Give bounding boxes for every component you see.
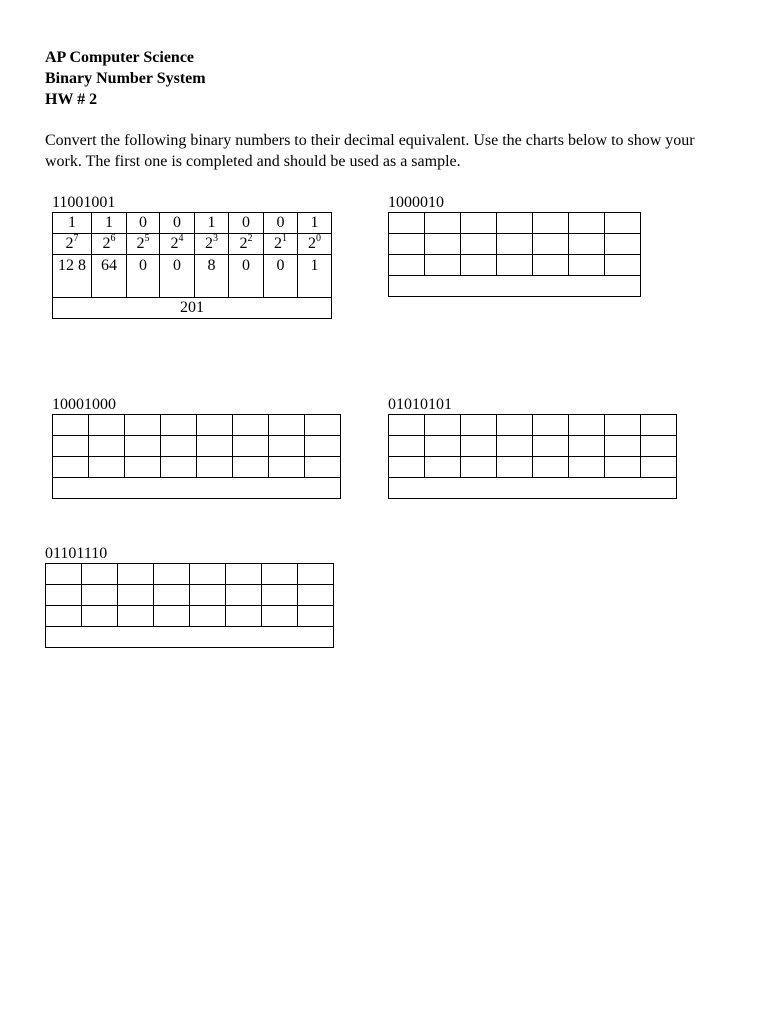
blank-row [53, 436, 341, 457]
blank-cell[interactable] [118, 606, 154, 627]
blank-cell[interactable] [269, 457, 305, 478]
blank-cell[interactable] [569, 415, 605, 436]
problem-conversion-table [45, 563, 334, 648]
blank-cell[interactable] [533, 436, 569, 457]
blank-cell[interactable] [605, 457, 641, 478]
blank-cell[interactable] [298, 585, 334, 606]
blank-cell[interactable] [53, 457, 89, 478]
blank-cell[interactable] [89, 415, 125, 436]
blank-cell[interactable] [605, 415, 641, 436]
blank-cell[interactable] [226, 606, 262, 627]
blank-cell[interactable] [425, 457, 461, 478]
blank-cell[interactable] [161, 457, 197, 478]
blank-row [46, 606, 334, 627]
total-cell[interactable] [389, 478, 677, 499]
blank-cell[interactable] [497, 457, 533, 478]
problem-conversion-table [388, 414, 677, 499]
blank-row [46, 585, 334, 606]
blank-row [53, 415, 341, 436]
power-exponent: 2 [247, 233, 253, 244]
blank-cell[interactable] [641, 457, 677, 478]
value-cell: 0 [160, 255, 195, 298]
problem-3 [388, 396, 677, 499]
power-cell [92, 234, 127, 255]
power-cell [53, 234, 92, 255]
sample-binary-label: 11001001 [52, 194, 116, 211]
total-cell[interactable] [389, 276, 641, 297]
blank-row [389, 457, 677, 478]
blank-cell[interactable] [197, 436, 233, 457]
power-base: 2 [102, 235, 111, 252]
blank-cell[interactable] [305, 436, 341, 457]
problem-binary-label: 01101110 [45, 545, 108, 562]
assignment-title: HW # 2 [45, 91, 98, 108]
blank-cell[interactable] [497, 436, 533, 457]
blank-table [388, 414, 677, 499]
blank-cell[interactable] [46, 564, 82, 585]
value-cell: 0 [229, 255, 264, 298]
blank-cell[interactable] [425, 213, 461, 234]
blank-cell[interactable] [389, 457, 425, 478]
blank-cell[interactable] [533, 234, 569, 255]
power-base: 2 [308, 235, 316, 252]
bit-cell: 1 [53, 213, 92, 234]
problem-binary-label: 10001000 [52, 396, 116, 413]
blank-cell[interactable] [89, 436, 125, 457]
blank-cell[interactable] [118, 585, 154, 606]
power-exponent: 3 [213, 233, 218, 244]
blank-cell[interactable] [389, 436, 425, 457]
blank-cell[interactable] [226, 585, 262, 606]
power-base: 2 [170, 235, 179, 252]
blank-cell[interactable] [389, 213, 425, 234]
blank-cell[interactable] [190, 606, 226, 627]
blank-cell[interactable] [533, 415, 569, 436]
power-exponent: 6 [110, 233, 116, 244]
blank-cell[interactable] [533, 255, 569, 276]
power-exponent: 1 [282, 233, 287, 244]
blank-cell[interactable] [461, 255, 497, 276]
blank-cell[interactable] [89, 457, 125, 478]
blank-cell[interactable] [233, 457, 269, 478]
blank-cell[interactable] [118, 564, 154, 585]
power-cell [298, 234, 332, 255]
blank-cell[interactable] [154, 585, 190, 606]
problem-conversion-table [52, 414, 341, 499]
bit-cell: 1 [195, 213, 229, 234]
power-cell [160, 234, 195, 255]
power-cell [264, 234, 298, 255]
blank-cell[interactable] [569, 213, 605, 234]
blank-cell[interactable] [461, 415, 497, 436]
blank-cell[interactable] [125, 436, 161, 457]
problem-binary-label: 01010101 [388, 396, 452, 413]
blank-cell[interactable] [569, 436, 605, 457]
total-row [53, 478, 341, 499]
blank-cell[interactable] [425, 255, 461, 276]
blank-cell[interactable] [305, 415, 341, 436]
blank-cell[interactable] [269, 436, 305, 457]
problem-4 [45, 545, 334, 648]
bit-cell: 0 [160, 213, 195, 234]
blank-cell[interactable] [262, 585, 298, 606]
blank-cell[interactable] [425, 415, 461, 436]
blank-cell[interactable] [389, 255, 425, 276]
blank-cell[interactable] [569, 255, 605, 276]
blank-cell[interactable] [641, 415, 677, 436]
blank-cell[interactable] [190, 564, 226, 585]
total-cell[interactable] [53, 478, 341, 499]
blank-row [389, 415, 677, 436]
bit-cell: 0 [264, 213, 298, 234]
power-base: 2 [205, 235, 213, 252]
blank-cell[interactable] [233, 415, 269, 436]
power-exponent: 7 [73, 233, 79, 244]
problem-binary-label: 1000010 [388, 194, 444, 211]
total-row [53, 298, 332, 319]
total-row [389, 478, 677, 499]
value-cell: 0 [127, 255, 160, 298]
blank-cell[interactable] [497, 213, 533, 234]
course-title: AP Computer Science [45, 49, 195, 66]
power-cell [229, 234, 264, 255]
blank-cell[interactable] [605, 255, 641, 276]
blank-cell[interactable] [46, 585, 82, 606]
values-row [53, 255, 332, 298]
power-base: 2 [65, 235, 74, 252]
value-cell: 64 [92, 255, 127, 298]
instructions-text: Convert the following binary numbers to their decimal equivalent. Use the charts below to show your work. The first one is completed and should be used as a sample. [45, 132, 695, 170]
total-cell[interactable] [46, 627, 334, 648]
blank-cell[interactable] [641, 436, 677, 457]
blank-row [389, 255, 641, 276]
blank-table [388, 212, 641, 297]
value-cell: 0 [264, 255, 298, 298]
blank-cell[interactable] [154, 564, 190, 585]
blank-cell[interactable] [461, 457, 497, 478]
blank-cell[interactable] [197, 415, 233, 436]
blank-cell[interactable] [497, 255, 533, 276]
value-cell: 1 [298, 255, 332, 298]
blank-cell[interactable] [605, 234, 641, 255]
blank-cell[interactable] [569, 234, 605, 255]
worksheet-header [45, 47, 206, 110]
blank-cell[interactable] [125, 415, 161, 436]
blank-cell[interactable] [533, 457, 569, 478]
blank-cell[interactable] [389, 415, 425, 436]
blank-row [53, 457, 341, 478]
power-exponent: 5 [144, 233, 150, 244]
blank-cell[interactable] [298, 606, 334, 627]
bit-cell: 0 [229, 213, 264, 234]
blank-cell[interactable] [461, 213, 497, 234]
power-base: 2 [136, 235, 145, 252]
power-cell [127, 234, 160, 255]
blank-cell[interactable] [262, 606, 298, 627]
blank-cell[interactable] [533, 213, 569, 234]
blank-cell[interactable] [497, 415, 533, 436]
blank-cell[interactable] [82, 606, 118, 627]
power-exponent: 0 [316, 233, 321, 244]
bit-cell: 0 [127, 213, 160, 234]
topic-title: Binary Number System [45, 70, 206, 87]
blank-cell[interactable] [154, 606, 190, 627]
blank-row [389, 234, 641, 255]
blank-cell[interactable] [269, 415, 305, 436]
sample-conversion-table [52, 212, 332, 319]
problem-1 [388, 194, 641, 297]
power-cell [195, 234, 229, 255]
blank-cell[interactable] [226, 564, 262, 585]
blank-cell[interactable] [425, 234, 461, 255]
blank-cell[interactable] [53, 415, 89, 436]
blank-cell[interactable] [53, 436, 89, 457]
blank-cell[interactable] [605, 436, 641, 457]
problem-conversion-table [388, 212, 641, 297]
blank-cell[interactable] [605, 213, 641, 234]
blank-cell[interactable] [569, 457, 605, 478]
problem-2 [52, 396, 341, 499]
blank-cell[interactable] [197, 457, 233, 478]
blank-row [389, 436, 677, 457]
blank-cell[interactable] [82, 564, 118, 585]
powers-row [53, 234, 332, 255]
blank-cell[interactable] [389, 234, 425, 255]
blank-cell[interactable] [298, 564, 334, 585]
sample-problem [52, 194, 332, 319]
power-base: 2 [274, 235, 282, 252]
blank-cell[interactable] [497, 234, 533, 255]
blank-cell[interactable] [461, 234, 497, 255]
value-cell: 8 [195, 255, 229, 298]
bit-cell: 1 [92, 213, 127, 234]
blank-cell[interactable] [82, 585, 118, 606]
blank-cell[interactable] [305, 457, 341, 478]
blank-cell[interactable] [125, 457, 161, 478]
power-base: 2 [239, 235, 248, 252]
value-cell: 12 8 [53, 255, 92, 298]
blank-cell[interactable] [190, 585, 226, 606]
total-row [389, 276, 641, 297]
blank-cell[interactable] [425, 436, 461, 457]
blank-row [46, 564, 334, 585]
bits-row [53, 213, 332, 234]
bit-cell: 1 [298, 213, 332, 234]
blank-table [45, 563, 334, 648]
blank-cell[interactable] [262, 564, 298, 585]
total-row [46, 627, 334, 648]
blank-cell[interactable] [461, 436, 497, 457]
total-cell: 201 [53, 298, 332, 319]
blank-cell[interactable] [46, 606, 82, 627]
blank-table [52, 414, 341, 499]
blank-row [389, 213, 641, 234]
blank-cell[interactable] [161, 415, 197, 436]
blank-cell[interactable] [233, 436, 269, 457]
power-exponent: 4 [178, 233, 184, 244]
blank-cell[interactable] [161, 436, 197, 457]
